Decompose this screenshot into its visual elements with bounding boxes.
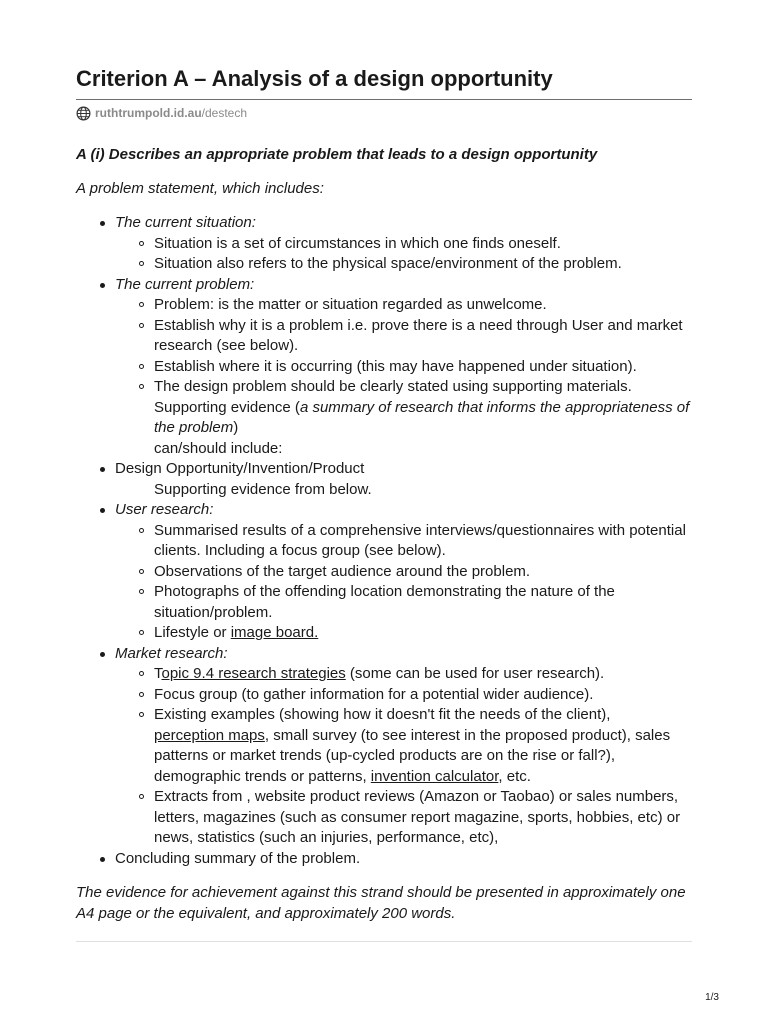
closing-note: The evidence for achievement against this strand should be presented in approximately one A4 page or the equivalent, and approximately 200 words.	[76, 884, 686, 922]
source-path[interactable]: /destech	[201, 106, 248, 120]
footer-divider	[76, 941, 692, 942]
invention-calculator-link[interactable]: invention calculator	[370, 767, 499, 785]
image-board-link[interactable]: image board.	[230, 624, 319, 641]
source-line[interactable]	[76, 105, 692, 121]
existing-suffix: , etc.	[498, 767, 531, 785]
evidence-text: Supporting evidence (	[154, 398, 300, 416]
title-divider	[76, 99, 692, 100]
criteria-list	[76, 213, 692, 869]
list-item: Summarised results of a comprehensive interviews/questionnaires with potential clients. Including a focus group (see below).	[115, 521, 692, 562]
list-item: Situation also refers to the physical space/environment of the problem.	[115, 254, 692, 275]
globe-icon	[76, 106, 91, 121]
design-problem-text: The design problem should be clearly stated using supporting materials.	[154, 378, 632, 395]
list-item: Photographs of the offending location demonstrating the nature of the situation/problem.	[115, 582, 692, 623]
user-research-label: User research:	[115, 501, 214, 518]
topic-suffix: (some can be used for user research).	[345, 665, 605, 682]
list-item: Problem: is the matter or situation regarded as unwelcome.	[115, 295, 692, 316]
evidence-italic: a summary of research that informs the appropriateness of the problem	[154, 398, 690, 436]
list-item	[115, 623, 692, 644]
intro-text: A problem statement, which includes:	[76, 180, 324, 197]
evidence-close: )	[233, 419, 239, 436]
design-sub: Supporting evidence from below.	[154, 480, 372, 498]
source-domain[interactable]: ruthtrumpold.id.au	[95, 106, 202, 120]
list-item-problem	[76, 275, 692, 460]
page-number: 1/3	[705, 992, 719, 1003]
list-item-market-research	[76, 644, 692, 849]
list-item	[115, 705, 692, 787]
existing-mid-text: , small survey (to see interest in the proposed product), sales patterns or market trends (up-cycled products are on the rise or fall?), demographic trends or patterns,	[154, 726, 671, 785]
topic-prefix: T	[154, 665, 162, 682]
section-heading: A (i) Describes an appropriate problem that leads to a design opportunity	[76, 146, 598, 163]
list-item	[115, 664, 692, 685]
situation-sublist	[115, 234, 692, 275]
list-item: Establish where it is occurring (this may have happened under situation).	[115, 357, 692, 378]
list-item: Situation is a set of circumstances in which one finds oneself.	[115, 234, 692, 255]
list-item-situation	[76, 213, 692, 275]
perception-maps-link[interactable]: perception maps	[154, 726, 265, 744]
situation-label: The current situation:	[115, 214, 256, 231]
market-research-label: Market research:	[115, 644, 228, 662]
design-label: Design Opportunity/Invention/Product	[115, 460, 365, 477]
existing-text: Existing examples (showing how it doesn't fit the needs of the client),	[154, 706, 611, 723]
evidence-tail: can/should include:	[154, 439, 283, 457]
list-item: Focus group (to gather information for a potential wider audience).	[115, 685, 692, 706]
list-item: Extracts from , website product reviews (Amazon or Taobao) or sales numbers, letters, magazines (such as consumer report magazine, sports, hobbies, etc) or news, statistics (such an injuries, performance, etc),	[115, 787, 692, 849]
problem-label: The current problem:	[115, 275, 255, 293]
list-item-user-research	[76, 500, 692, 644]
market-research-sublist	[115, 664, 692, 849]
page-title: Criterion A – Analysis of a design opportunity	[76, 66, 553, 91]
list-item	[115, 377, 692, 459]
document-page	[76, 62, 692, 942]
lifestyle-text: Lifestyle or	[154, 624, 231, 641]
list-item-design	[76, 459, 692, 500]
problem-sublist	[115, 295, 692, 459]
list-item-concluding: Concluding summary of the problem.	[76, 849, 692, 870]
research-strategies-link[interactable]: opic 9.4 research strategies	[161, 665, 346, 682]
user-research-sublist	[115, 521, 692, 644]
list-item: Establish why it is a problem i.e. prove there is a need through User and market research (see below).	[115, 316, 692, 357]
list-item: Observations of the target audience around the problem.	[115, 562, 692, 583]
